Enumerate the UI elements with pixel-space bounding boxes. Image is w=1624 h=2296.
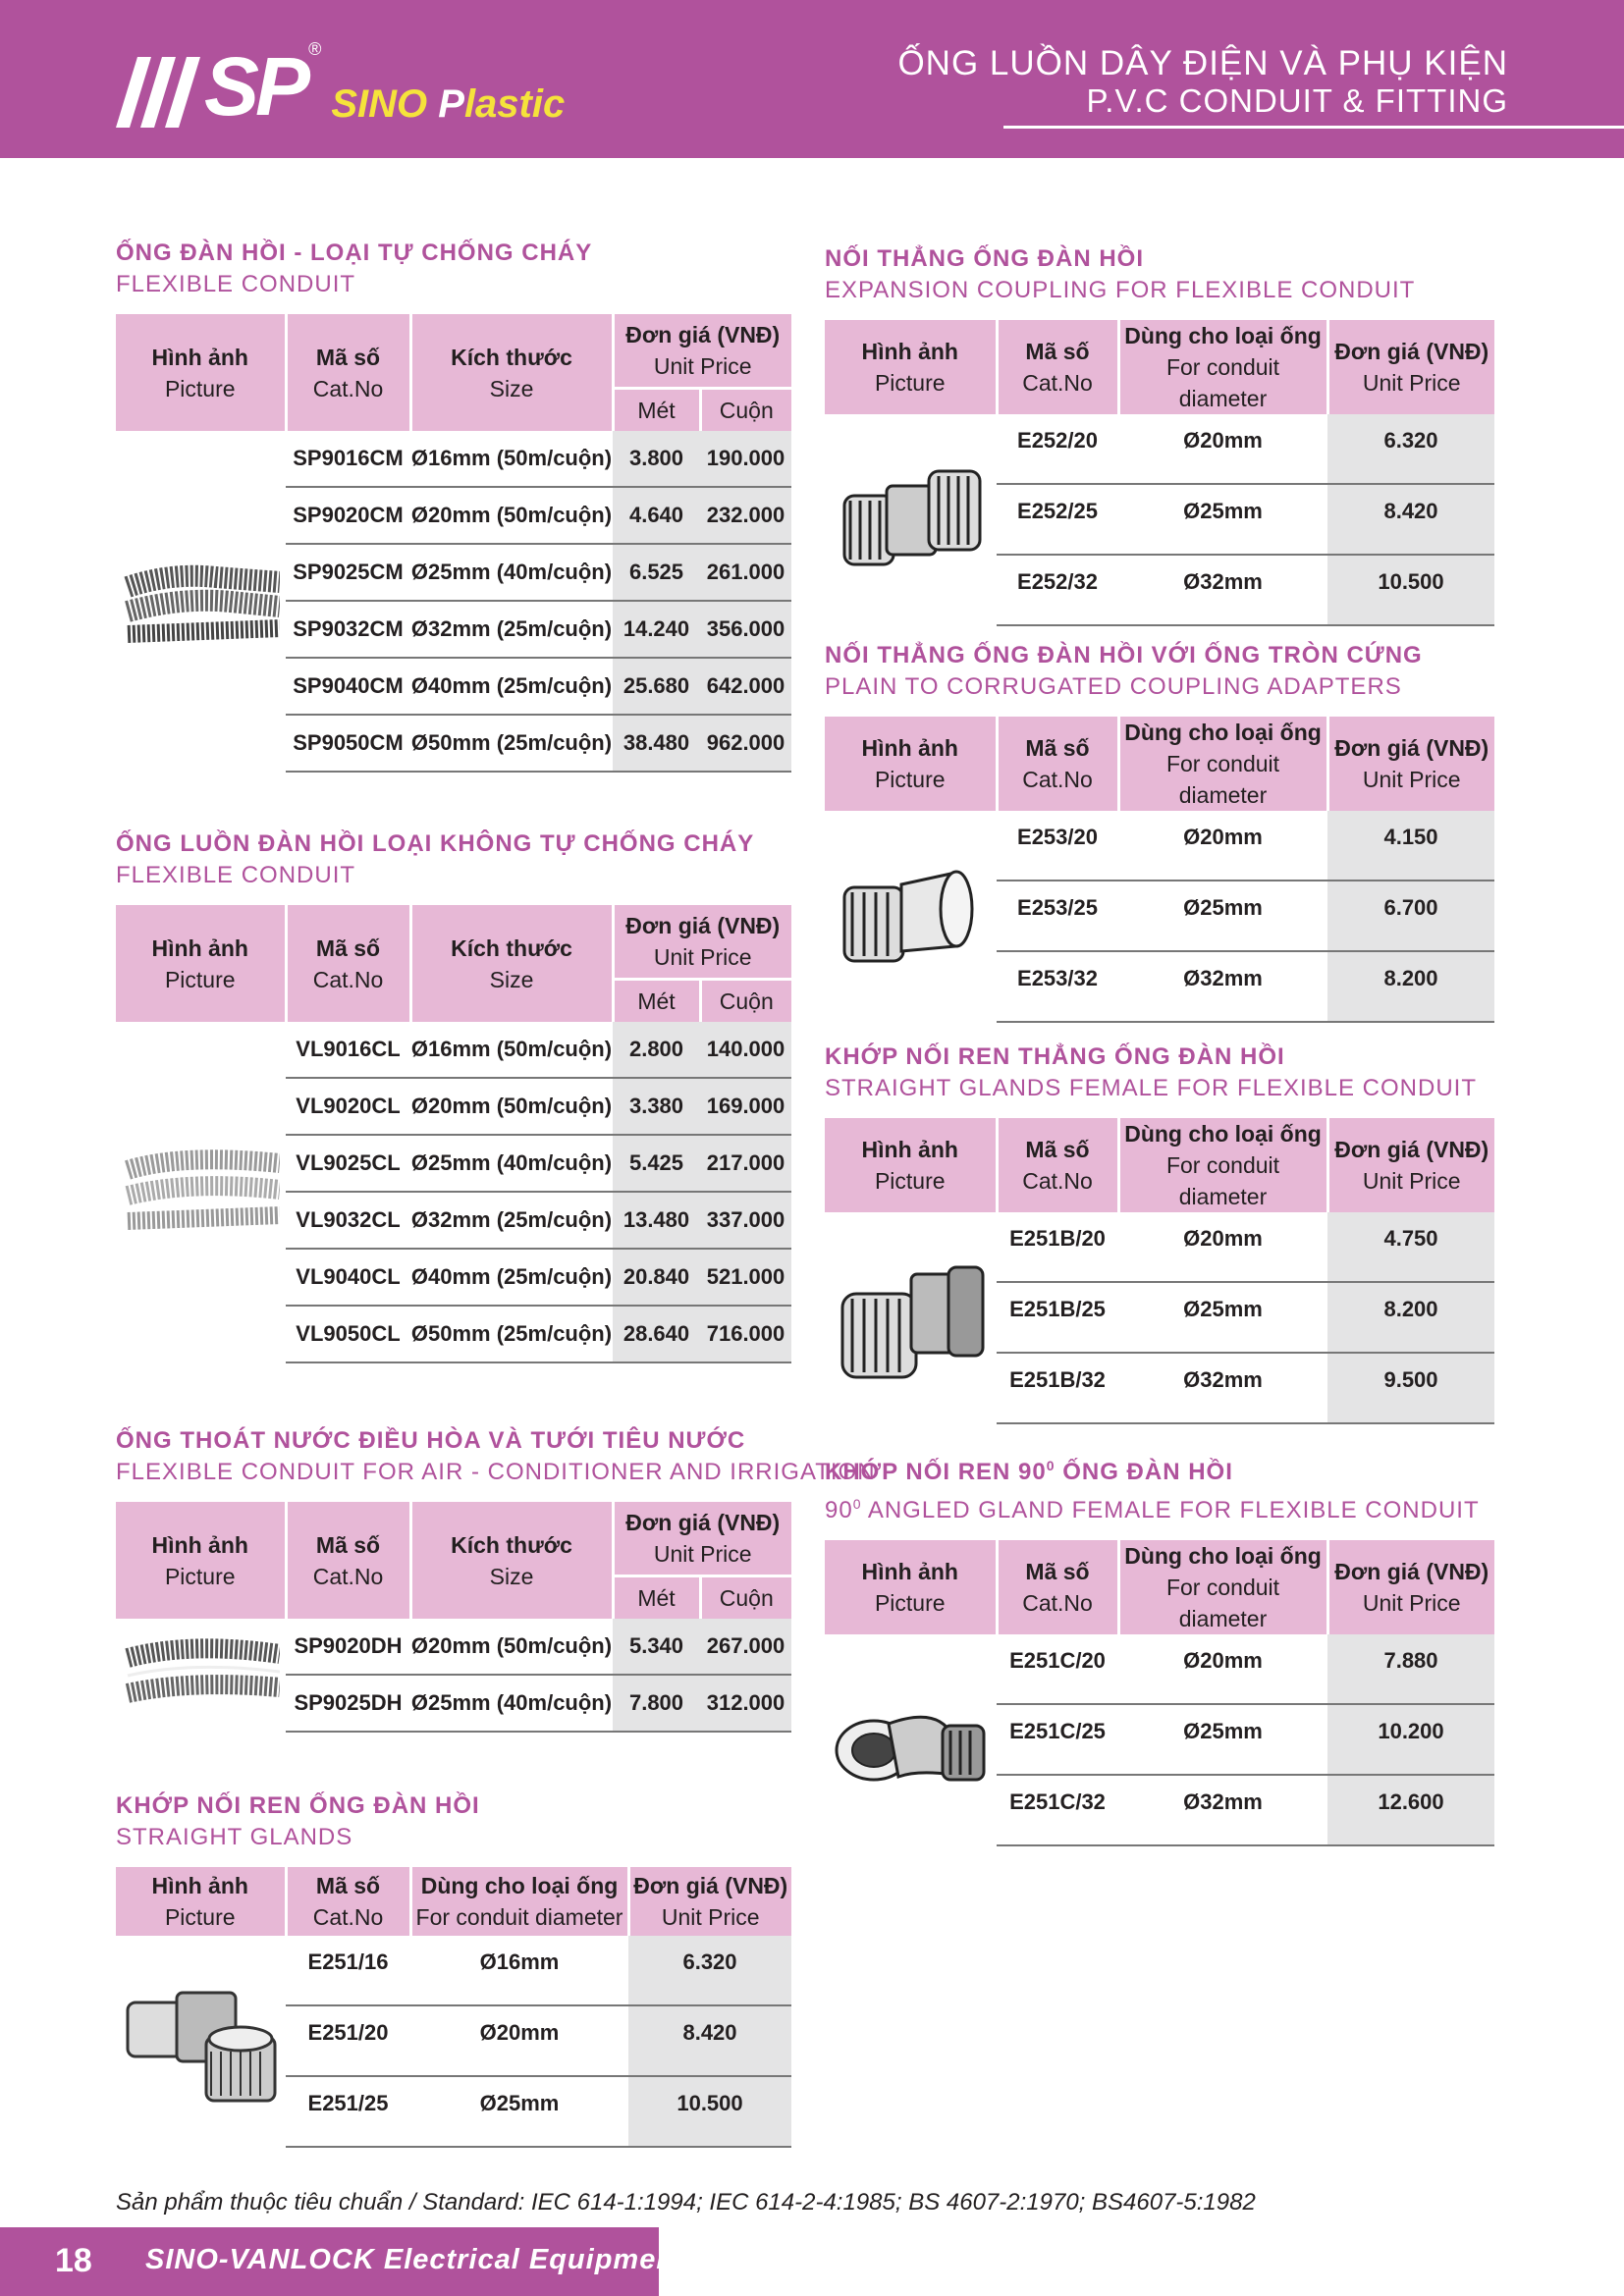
diameter: Ø20mm — [1118, 811, 1327, 881]
cat-no: E252/32 — [997, 555, 1118, 625]
price-met: 28.640 — [613, 1306, 700, 1362]
cat-no: VL9032CL — [286, 1192, 410, 1249]
price-met: 5.425 — [613, 1135, 700, 1192]
section-subtitle: EXPANSION COUPLING FOR FLEXIBLE CONDUIT — [825, 277, 1416, 303]
cat-no: E253/25 — [997, 881, 1118, 951]
unit-price: 10.500 — [1327, 555, 1494, 625]
cat-no: E253/32 — [997, 951, 1118, 1022]
price-met: 5.340 — [613, 1619, 700, 1675]
price-cuon: 267.000 — [700, 1619, 791, 1675]
size: Ø20mm (50m/cuộn) — [410, 1078, 613, 1135]
price-cuon: 642.000 — [700, 658, 791, 715]
section-subtitle: PLAIN TO CORRUGATED COUPLING ADAPTERS — [825, 673, 1402, 700]
section-subtitle: STRAIGHT GLANDS FEMALE FOR FLEXIBLE CONDUIT — [825, 1075, 1477, 1101]
col-diameter: Dùng cho loại ống For conduit diameter — [1118, 320, 1327, 414]
cat-no: E252/25 — [997, 484, 1118, 555]
standards-note: Sản phẩm thuộc tiêu chuẩn / Standard: IEC 614-1:1994; IEC 614-2-4:1985; BS 4607-2:1970; BS4607-5:1982 — [116, 2189, 1256, 2216]
size: Ø40mm (25m/cuộn) — [410, 658, 613, 715]
section-title: ỐNG ĐÀN HỒI - LOẠI TỰ CHỐNG CHÁY — [116, 240, 593, 266]
diameter: Ø20mm — [1118, 1212, 1327, 1282]
gray-corrugated-conduit-icon — [123, 558, 280, 646]
col-met: Mét — [613, 389, 700, 432]
subtitle-part: ANGLED GLAND FEMALE FOR FLEXIBLE CONDUIT — [861, 1497, 1480, 1523]
price-met: 6.525 — [613, 544, 700, 601]
page-header — [0, 0, 1624, 158]
price-cuon: 312.000 — [700, 1675, 791, 1732]
col-picture: Hình ảnh Picture — [116, 314, 286, 431]
price-met: 3.380 — [613, 1078, 700, 1135]
section-plain-to-corrugated-adapters — [825, 640, 1494, 1023]
price-table — [116, 1502, 791, 1733]
col-unit-price: Đơn giá (VNĐ) Unit Price — [1327, 1118, 1494, 1212]
cat-no: E251C/25 — [997, 1704, 1118, 1775]
subtitle-degree: 0 — [852, 1496, 862, 1512]
cat-no: VL9020CL — [286, 1078, 410, 1135]
unit-price: 10.500 — [628, 2076, 791, 2147]
unit-price: 8.420 — [1327, 484, 1494, 555]
diameter: Ø32mm — [1118, 1353, 1327, 1423]
col-cat-no: Mã số Cat.No — [286, 905, 410, 1022]
col-diameter: Dùng cho loại ống For conduit diameter — [1118, 1118, 1327, 1212]
sino-plastic-logo — [116, 39, 566, 133]
col-picture: Hình ảnh Picture — [825, 1540, 997, 1634]
price-met: 7.800 — [613, 1675, 700, 1732]
price-cuon: 962.000 — [700, 715, 791, 772]
col-size: Kích thước Size — [410, 1502, 613, 1619]
product-image — [116, 1936, 286, 2147]
diameter: Ø20mm — [1118, 414, 1327, 484]
section-title: ỐNG LUỒN ĐÀN HỒI LOẠI KHÔNG TỰ CHỐNG CHÁY — [116, 830, 755, 857]
header-title — [897, 45, 1508, 119]
section-straight-glands-female — [825, 1041, 1494, 1424]
brand-sino: SINO — [331, 82, 428, 126]
col-diameter: Dùng cho loại ống For conduit diameter — [410, 1867, 628, 1936]
col-unit-price: Đơn giá (VNĐ) Unit Price — [613, 905, 791, 980]
section-title: KHỚP NỐI REN ỐNG ĐÀN HỒI — [116, 1792, 480, 1819]
header-title-en: P.V.C CONDUIT & FITTING — [1086, 81, 1508, 119]
section-subtitle — [825, 1488, 1494, 1526]
size: Ø16mm (50m/cuộn) — [410, 1022, 613, 1078]
price-table — [825, 1540, 1494, 1846]
white-corrugated-conduit-icon — [123, 1148, 280, 1237]
size: Ø32mm (25m/cuộn) — [410, 1192, 613, 1249]
col-diameter: Dùng cho loại ống For conduit diameter — [1118, 717, 1327, 811]
title-degree: 0 — [1046, 1458, 1056, 1473]
diameter: Ø25mm — [1118, 1282, 1327, 1353]
unit-price: 6.320 — [628, 1936, 791, 2005]
section-title: NỐI THẲNG ỐNG ĐÀN HỒI — [825, 245, 1144, 272]
diameter: Ø32mm — [1118, 951, 1327, 1022]
section-air-conditioner-drain-conduit — [116, 1425, 876, 1733]
col-unit-price: Đơn giá (VNĐ) Unit Price — [1327, 717, 1494, 811]
price-table — [116, 314, 791, 773]
size: Ø20mm (50m/cuộn) — [410, 1619, 613, 1675]
diameter: Ø16mm — [410, 1936, 628, 2005]
header-title-vn: ỐNG LUỒN DÂY ĐIỆN VÀ PHỤ KIỆN — [897, 44, 1508, 82]
col-picture: Hình ảnh Picture — [116, 905, 286, 1022]
col-picture: Hình ảnh Picture — [825, 1118, 997, 1212]
unit-price: 6.320 — [1327, 414, 1494, 484]
table-row — [116, 1619, 791, 1675]
col-met: Mét — [613, 980, 700, 1023]
section-flexible-conduit-fire-retardant — [116, 238, 791, 773]
diameter: Ø25mm — [410, 2076, 628, 2147]
title-part: KHỚP NỐI REN 90 — [825, 1459, 1047, 1485]
product-image — [825, 1634, 997, 1845]
col-cuon: Cuộn — [700, 1576, 791, 1620]
price-cuon: 356.000 — [700, 601, 791, 658]
cat-no: VL9040CL — [286, 1249, 410, 1306]
cat-no: VL9050CL — [286, 1306, 410, 1362]
col-picture: Hình ảnh Picture — [825, 320, 997, 414]
logo-brand-name — [331, 84, 565, 124]
unit-price: 8.420 — [628, 2005, 791, 2076]
col-picture: Hình ảnh Picture — [116, 1502, 286, 1619]
size: Ø25mm (40m/cuộn) — [410, 1675, 613, 1732]
col-unit-price: Đơn giá (VNĐ) Unit Price — [1327, 320, 1494, 414]
registered-mark: ® — [308, 39, 322, 59]
unit-price: 6.700 — [1327, 881, 1494, 951]
diameter: Ø25mm — [1118, 881, 1327, 951]
col-unit-price: Đơn giá (VNĐ) Unit Price — [613, 1502, 791, 1576]
price-table — [825, 320, 1494, 626]
price-cuon: 217.000 — [700, 1135, 791, 1192]
col-cat-no: Mã số Cat.No — [997, 320, 1118, 414]
cat-no: SP9025DH — [286, 1675, 410, 1732]
price-table — [116, 1867, 791, 2148]
product-image — [825, 1212, 997, 1423]
price-met: 38.480 — [613, 715, 700, 772]
price-cuon: 337.000 — [700, 1192, 791, 1249]
logo-stripes-icon — [116, 57, 202, 128]
size: Ø50mm (25m/cuộn) — [410, 1306, 613, 1362]
page-number: 18 — [55, 2242, 92, 2279]
section-title: NỐI THẲNG ỐNG ĐÀN HỒI VỚI ỐNG TRÒN CỨNG — [825, 642, 1423, 668]
section-title: ỐNG THOÁT NƯỚC ĐIỀU HÒA VÀ TƯỚI TIÊU NƯỚC — [116, 1427, 746, 1454]
brand-lastic: lastic — [463, 82, 566, 126]
cat-no: SP9016CM — [286, 431, 410, 487]
price-cuon: 190.000 — [700, 431, 791, 487]
cat-no: VL9016CL — [286, 1022, 410, 1078]
size: Ø25mm (40m/cuộn) — [410, 544, 613, 601]
footer-brand: SINO-VANLOCK Electrical Equipment — [145, 2244, 685, 2275]
cat-no: E251C/20 — [997, 1634, 1118, 1704]
diameter: Ø25mm — [1118, 484, 1327, 555]
title-part: ỐNG ĐÀN HỒI — [1055, 1459, 1233, 1485]
col-cat-no: Mã số Cat.No — [286, 314, 410, 431]
col-size: Kích thước Size — [410, 314, 613, 431]
section-subtitle: FLEXIBLE CONDUIT FOR AIR - CONDITIONER AND IRRIGATION — [116, 1459, 876, 1485]
col-unit-price: Đơn giá (VNĐ) Unit Price — [628, 1867, 791, 1936]
brand-p: P — [438, 82, 464, 126]
price-cuon: 521.000 — [700, 1249, 791, 1306]
cat-no: E251/25 — [286, 2076, 410, 2147]
price-met: 4.640 — [613, 487, 700, 544]
cat-no: E251B/20 — [997, 1212, 1118, 1282]
table-row — [825, 414, 1494, 484]
unit-price: 12.600 — [1327, 1775, 1494, 1845]
cat-no: E251/20 — [286, 2005, 410, 2076]
cat-no: SP9032CM — [286, 601, 410, 658]
section-title: KHỚP NỐI REN THẲNG ỐNG ĐÀN HỒI — [825, 1043, 1285, 1070]
price-met: 13.480 — [613, 1192, 700, 1249]
col-cat-no: Mã số Cat.No — [286, 1502, 410, 1619]
expansion-coupling-icon — [833, 456, 990, 584]
col-cat-no: Mã số Cat.No — [997, 1118, 1118, 1212]
table-row — [825, 1212, 1494, 1282]
price-met: 3.800 — [613, 431, 700, 487]
section-expansion-coupling — [825, 243, 1494, 626]
table-row — [116, 431, 791, 487]
section-angled-gland-female — [825, 1450, 1494, 1846]
unit-price: 8.200 — [1327, 1282, 1494, 1353]
cat-no: SP9040CM — [286, 658, 410, 715]
price-cuon: 261.000 — [700, 544, 791, 601]
unit-price: 10.200 — [1327, 1704, 1494, 1775]
price-cuon: 140.000 — [700, 1022, 791, 1078]
unit-price: 8.200 — [1327, 951, 1494, 1022]
header-divider — [1003, 126, 1624, 129]
col-cuon: Cuộn — [700, 389, 791, 432]
price-table — [825, 717, 1494, 1023]
subtitle-part: 90 — [825, 1497, 853, 1523]
price-met: 14.240 — [613, 601, 700, 658]
col-picture: Hình ảnh Picture — [116, 1867, 286, 1936]
angled-gland-icon — [830, 1686, 992, 1794]
col-unit-price: Đơn giá (VNĐ) Unit Price — [613, 314, 791, 389]
logo-sp-text: SP — [204, 40, 307, 133]
table-row — [116, 1022, 791, 1078]
table-row — [825, 1634, 1494, 1704]
cat-no: E251C/32 — [997, 1775, 1118, 1845]
price-table — [116, 905, 791, 1363]
female-gland-icon — [833, 1250, 990, 1387]
col-unit-price: Đơn giá (VNĐ) Unit Price — [1327, 1540, 1494, 1634]
table-row — [825, 811, 1494, 881]
product-image — [116, 431, 286, 772]
size: Ø32mm (25m/cuộn) — [410, 601, 613, 658]
col-cat-no: Mã số Cat.No — [997, 1540, 1118, 1634]
col-met: Mét — [613, 1576, 700, 1620]
price-met: 2.800 — [613, 1022, 700, 1078]
price-table — [825, 1118, 1494, 1424]
col-cuon: Cuộn — [700, 980, 791, 1023]
straight-gland-icon — [118, 1978, 285, 2106]
cat-no: SP9020DH — [286, 1619, 410, 1675]
price-met: 25.680 — [613, 658, 700, 715]
product-image — [116, 1619, 286, 1732]
unit-price: 9.500 — [1327, 1353, 1494, 1423]
cat-no: E251B/32 — [997, 1353, 1118, 1423]
cat-no: SP9020CM — [286, 487, 410, 544]
size: Ø50mm (25m/cuộn) — [410, 715, 613, 772]
product-image — [825, 811, 997, 1022]
diameter: Ø32mm — [1118, 555, 1327, 625]
unit-price: 4.750 — [1327, 1212, 1494, 1282]
col-diameter: Dùng cho loại ống For conduit diameter — [1118, 1540, 1327, 1634]
price-cuon: 169.000 — [700, 1078, 791, 1135]
section-straight-glands — [116, 1790, 791, 2148]
size: Ø40mm (25m/cuộn) — [410, 1249, 613, 1306]
size: Ø20mm (50m/cuộn) — [410, 487, 613, 544]
cat-no: E251/16 — [286, 1936, 410, 2005]
drain-conduit-icon — [123, 1636, 280, 1715]
cat-no: E253/20 — [997, 811, 1118, 881]
section-flexible-conduit-non-fire-retardant — [116, 828, 791, 1363]
cat-no: VL9025CL — [286, 1135, 410, 1192]
section-title — [825, 1450, 1494, 1488]
section-subtitle: FLEXIBLE CONDUIT — [116, 862, 356, 888]
size: Ø25mm (40m/cuộn) — [410, 1135, 613, 1192]
section-subtitle: STRAIGHT GLANDS — [116, 1824, 353, 1850]
col-size: Kích thước Size — [410, 905, 613, 1022]
diameter: Ø25mm — [1118, 1704, 1327, 1775]
size: Ø16mm (50m/cuộn) — [410, 431, 613, 487]
table-row — [116, 1936, 791, 2005]
col-cat-no: Mã số Cat.No — [286, 1867, 410, 1936]
unit-price: 7.880 — [1327, 1634, 1494, 1704]
product-image — [116, 1022, 286, 1362]
col-picture: Hình ảnh Picture — [825, 717, 997, 811]
section-subtitle: FLEXIBLE CONDUIT — [116, 271, 356, 297]
diameter: Ø20mm — [410, 2005, 628, 2076]
col-cat-no: Mã số Cat.No — [997, 717, 1118, 811]
coupling-adapter-icon — [833, 853, 990, 981]
price-met: 20.840 — [613, 1249, 700, 1306]
diameter: Ø20mm — [1118, 1634, 1327, 1704]
price-cuon: 716.000 — [700, 1306, 791, 1362]
product-image — [825, 414, 997, 625]
cat-no: E251B/25 — [997, 1282, 1118, 1353]
unit-price: 4.150 — [1327, 811, 1494, 881]
cat-no: E252/20 — [997, 414, 1118, 484]
cat-no: SP9025CM — [286, 544, 410, 601]
price-cuon: 232.000 — [700, 487, 791, 544]
cat-no: SP9050CM — [286, 715, 410, 772]
diameter: Ø32mm — [1118, 1775, 1327, 1845]
